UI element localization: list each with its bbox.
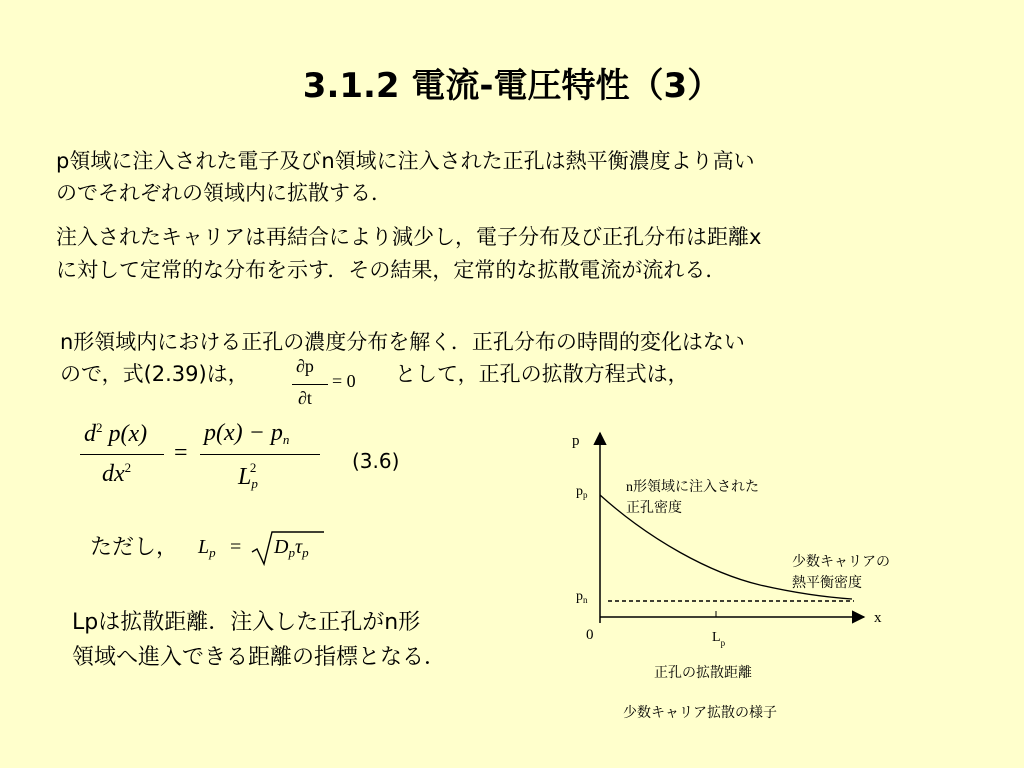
equilibrium-label-line-2: 熱平衡密度: [792, 576, 862, 591]
intro-line-3: 注入されたキャリアは再結合により減少し，電子分布及び正孔分布は距離x: [56, 225, 762, 249]
note-prefix: ただし，: [90, 535, 179, 560]
pp-label: $p_p$: [576, 484, 588, 500]
summary-line-2: 領域へ進入できる距離の指標となる．: [72, 645, 447, 670]
origin-label: 0: [586, 627, 594, 643]
intro-line-4: に対して定常的な分布を示す．その結果，定常的な拡散電流が流れる．: [56, 258, 727, 282]
derivation-line-1: n形領域内における正孔の濃度分布を解く．正孔分布の時間的変化はない: [60, 330, 745, 354]
condition-denominator: ∂t: [298, 388, 312, 408]
summary-line-1: Lpは拡散距離．注入した正孔がn形: [72, 610, 421, 635]
x-axis-label: x: [874, 610, 882, 626]
equation-number: (3.6): [352, 449, 400, 473]
page-title: 3.1.2 電流-電圧特性（3）: [302, 66, 722, 106]
equilibrium-label-line-1: 少数キャリアの: [792, 555, 890, 570]
graph-caption: 少数キャリア拡散の様子: [623, 706, 777, 721]
diffusion-length-caption: 正孔の拡散距離: [654, 666, 752, 681]
condition-rhs: = 0: [332, 371, 356, 391]
y-axis-label: p: [572, 433, 580, 449]
diffusion-equation: $d^2$ p(x) $dx^2$ = $p(x) - p_n$ $L_p^2$: [80, 420, 340, 500]
pn-label: $p_n$: [576, 589, 588, 605]
minority-carrier-diffusion-graph: [560, 425, 890, 655]
curve-label-line-1: n形領域に注入された: [626, 480, 759, 495]
intro-line-2: のでそれぞれの領域内に拡散する．: [56, 181, 392, 205]
derivation-line-2-pre: ので，式(2.39)は，: [60, 362, 249, 386]
intro-line-1: p領域に注入された電子及びn領域に注入された正孔は熱平衡濃度より高い: [56, 149, 755, 173]
condition-numerator: ∂p: [296, 356, 314, 376]
steady-state-condition: [290, 356, 370, 416]
curve-label-line-2: 正孔密度: [626, 501, 682, 516]
diffusion-length-formula: $L_p$ = $D_p\tau_p$: [198, 528, 328, 570]
lp-label: $L_p$: [712, 630, 726, 648]
derivation-line-2-post: として，正孔の拡散方程式は，: [395, 362, 689, 386]
